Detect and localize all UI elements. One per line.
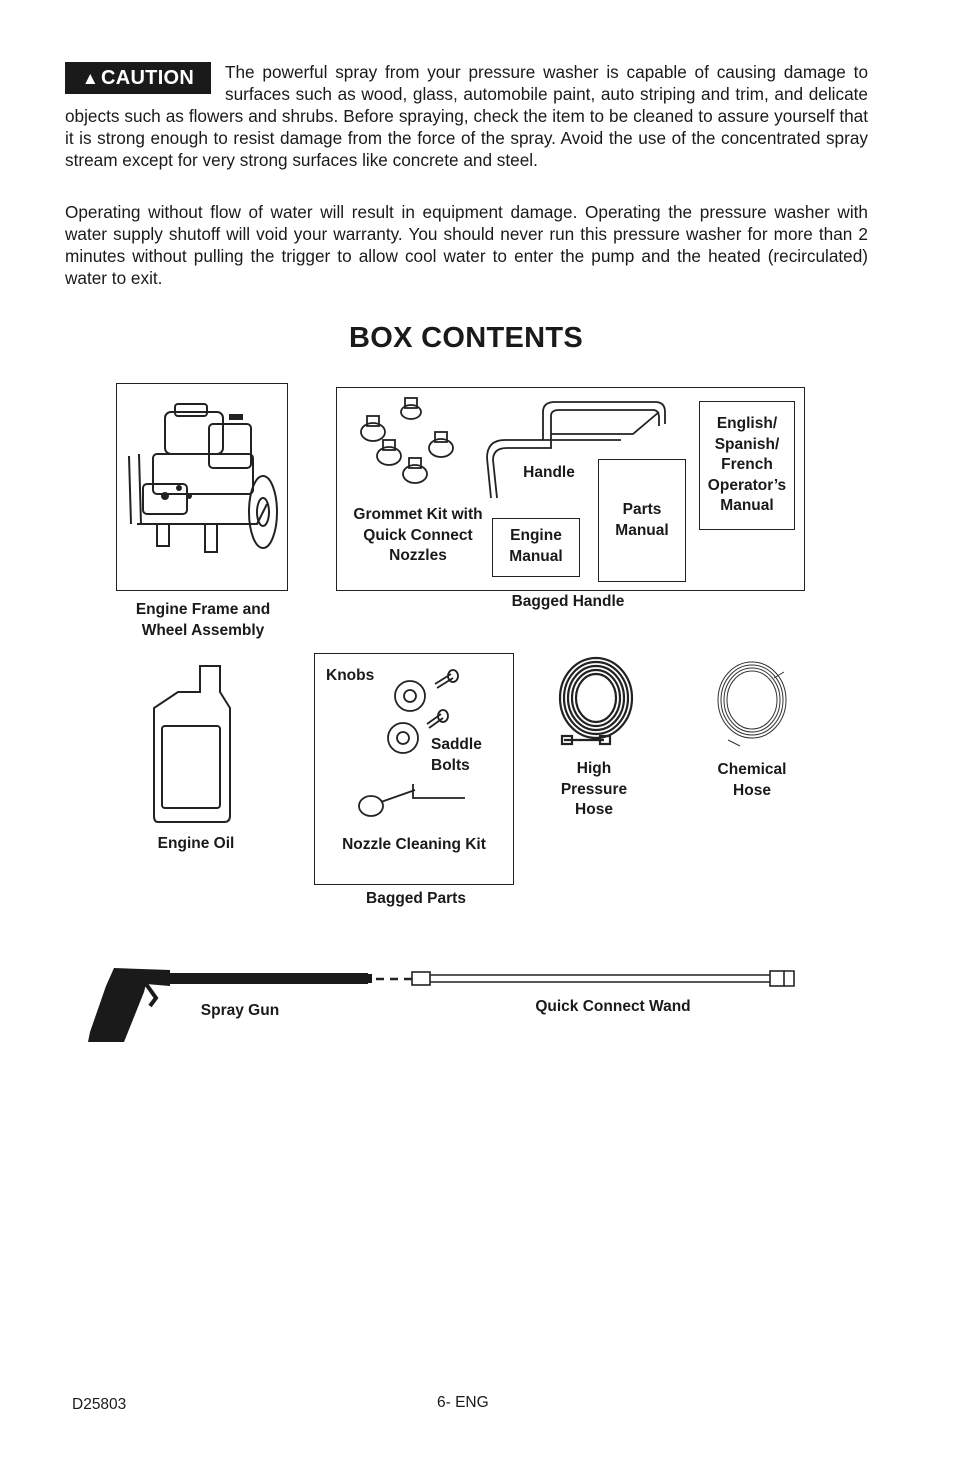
- engine-frame-box: [116, 383, 288, 591]
- cleaning-tool-icon: [359, 784, 465, 816]
- caution-paragraph: [65, 61, 868, 171]
- spray-gun-label: Spray Gun: [200, 1002, 280, 1019]
- nozzle-cleaning-kit-label: Nozzle Cleaning Kit: [342, 836, 486, 853]
- caution-text: The powerful spray from your pressure washer is capable of causing damage to surfaces such as wood, glass, automobile paint, auto striping and trim, and delicate objects such as flowers and shrubs. Before spraying, check the item to be cleaned to assure yourself that it is strong enough to resist damage from the force of the spray. Avoid the use of the concentrated spray stream except for very strong surfaces like concrete and steel.: [65, 62, 868, 170]
- nozzle-icon: [361, 398, 453, 483]
- bagged-handle-label: Bagged Handle: [511, 593, 625, 610]
- page-title: BOX CONTENTS: [349, 322, 583, 354]
- wand-icon: [376, 971, 794, 986]
- document-number: D25803: [72, 1396, 127, 1413]
- saddle-bolts-label: Saddle Bolts: [431, 736, 482, 774]
- high-pressure-hose-label: High Pressure Hose: [560, 760, 628, 818]
- warning-triangle-icon: ▲: [81, 69, 99, 88]
- knob-icon: [388, 681, 425, 753]
- bagged-parts-label: Bagged Parts: [366, 890, 466, 907]
- chemical-hose-label: Chemical Hose: [717, 761, 787, 799]
- engine-frame-label: Engine Frame and Wheel Assembly: [135, 601, 271, 639]
- bolt-icon: [427, 670, 458, 728]
- warning-paragraph: Operating without flow of water will result in equipment damage. Operating the pressure washer with water supply shutoff will void your warranty. You should never run this pressure washer for more than 2 minutes without pulling the trigger to allow cool water to enter the pump and the heated (recirculated) water to exit.: [65, 202, 868, 288]
- chemical-hose-icon: [714, 658, 790, 754]
- knobs-label: Knobs: [326, 667, 375, 684]
- parts-manual-label: Parts Manual: [615, 501, 669, 539]
- engine-frame-illustration: [117, 384, 289, 592]
- high-pressure-hose-icon: [556, 656, 636, 752]
- operators-manual-label: English/ Spanish/ French Operator’s Manual: [707, 415, 787, 514]
- engine-oil-bottle-icon: [152, 664, 232, 824]
- engine-oil-label: Engine Oil: [157, 835, 235, 852]
- handle-label: Handle: [523, 464, 575, 481]
- page-number: 6- ENG: [437, 1394, 489, 1411]
- caution-badge: [65, 62, 211, 94]
- caution-label: CAUTION: [100, 67, 195, 89]
- quick-connect-wand-label: Quick Connect Wand: [535, 998, 691, 1015]
- engine-manual-label: Engine Manual: [509, 527, 563, 565]
- grommet-kit-label: Grommet Kit with Quick Connect Nozzles: [353, 506, 483, 564]
